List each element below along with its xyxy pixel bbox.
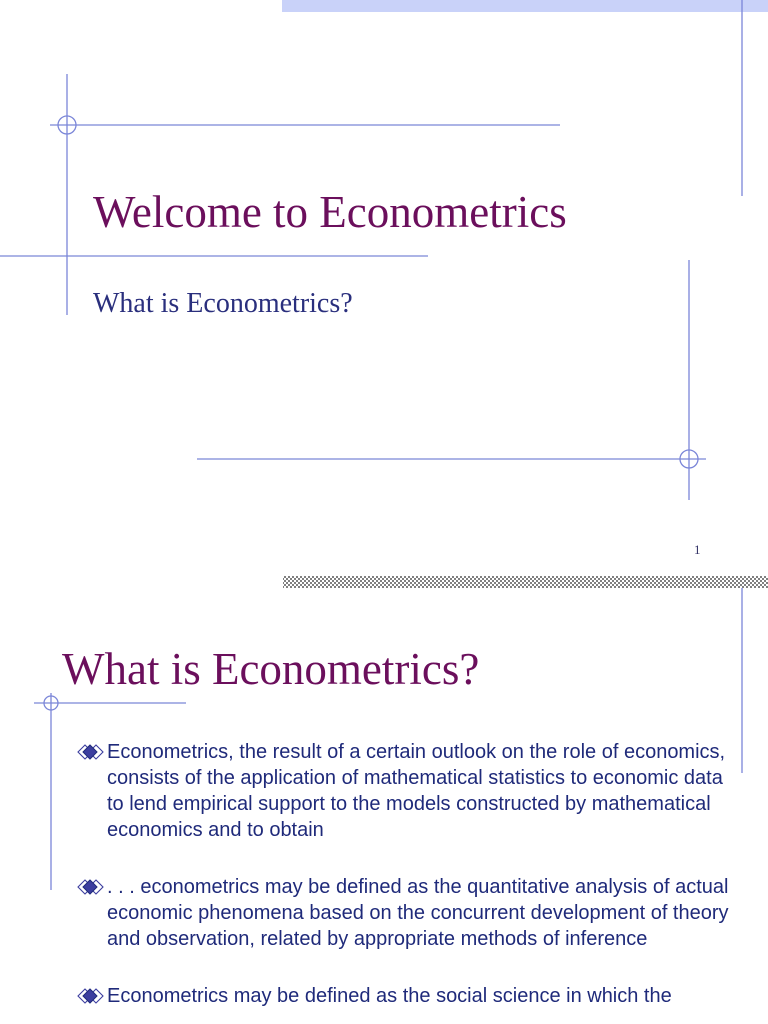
bullet-item	[74, 739, 734, 843]
diamond-bullet-icon	[76, 987, 106, 1005]
bullet-text: . . . econometrics may be defined as the quantitative analysis of actual economic phenomena based on the concurrent development of theory and observation, related by appropriate methods of inference	[107, 876, 729, 950]
diamond-bullet-icon	[76, 743, 106, 761]
bullet-list	[74, 739, 734, 1024]
slide-subtitle: What is Econometrics?	[93, 288, 353, 319]
top-dotted-band	[283, 576, 768, 588]
diamond-bullet-icon	[76, 878, 106, 896]
bullet-text: Econometrics may be defined as the social science in which the	[107, 985, 672, 1007]
slide-title: What is Econometrics?	[62, 644, 480, 694]
bullet-item	[74, 874, 734, 952]
bullet-text: Econometrics, the result of a certain outlook on the role of economics, consists of the application of mathematical statistics to economic data to lend empirical support to the models constructed by mathematical economics and to obtain	[107, 741, 726, 841]
top-band	[282, 0, 768, 12]
page-number: 1	[694, 542, 701, 557]
slide-title: Welcome to Econometrics	[93, 187, 567, 237]
slide-2	[0, 576, 768, 1024]
bullet-item	[74, 983, 734, 1009]
